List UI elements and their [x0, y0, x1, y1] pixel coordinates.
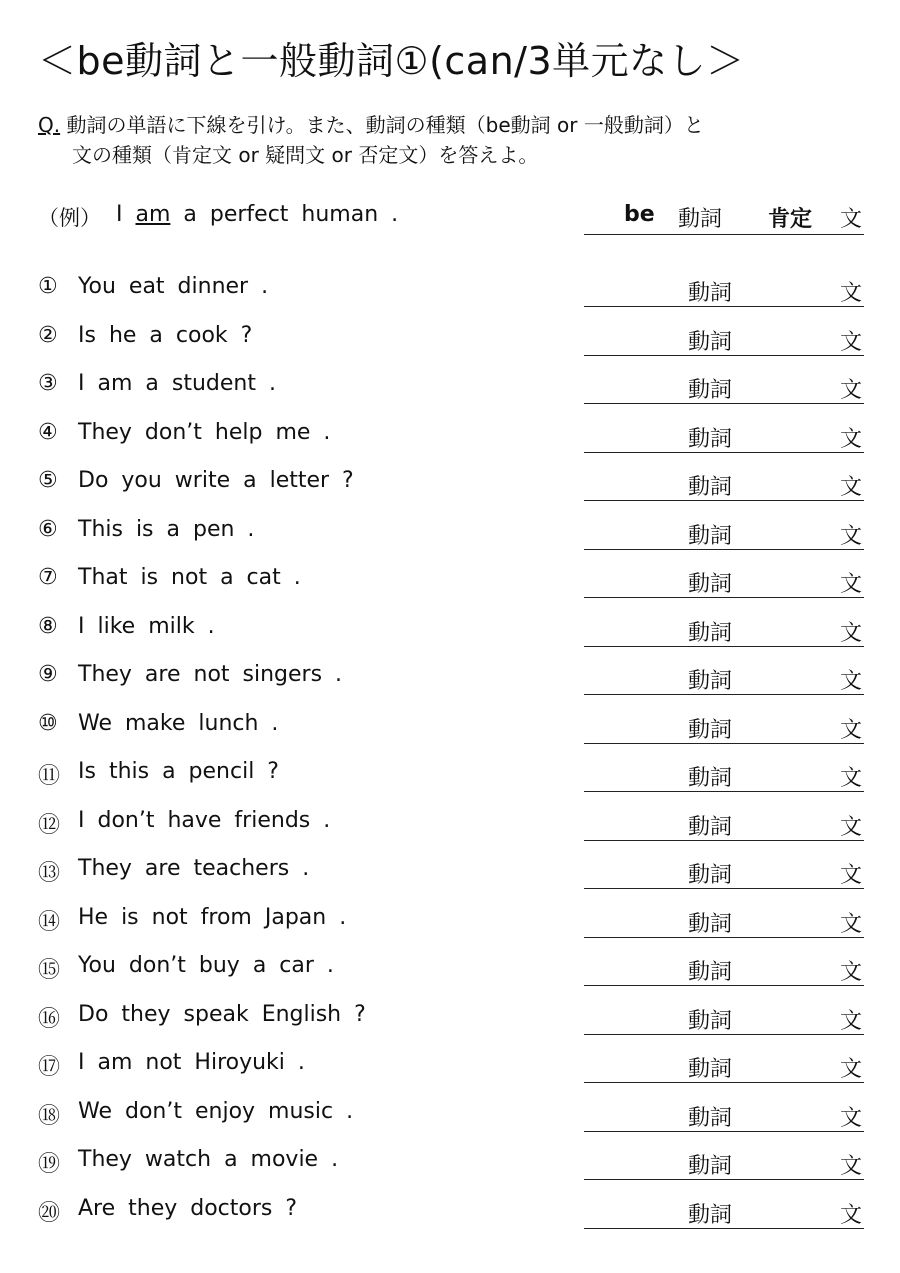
answer-verb-word: 動詞 — [688, 960, 733, 985]
item-number: ① — [38, 274, 58, 299]
exercise-row — [0, 608, 900, 648]
answer-blank-line[interactable] — [584, 306, 864, 307]
example-before: I — [116, 202, 136, 227]
item-sentence: Is this a pencil ? — [78, 759, 279, 784]
answer-suffix: 文 — [840, 1008, 863, 1034]
answer-blank-line[interactable] — [584, 840, 864, 841]
exercise-row — [0, 656, 900, 696]
answer-verb-word: 動詞 — [688, 329, 733, 355]
example-after: a perfect human . — [170, 202, 399, 227]
item-number: ⑮ — [38, 958, 61, 983]
item-number: ⑱ — [38, 1103, 61, 1129]
answer-blank-line[interactable] — [584, 1034, 864, 1035]
answer-blank-line[interactable] — [584, 791, 864, 792]
item-number: ⑩ — [38, 710, 58, 736]
item-number: ⑯ — [38, 1006, 61, 1032]
answer-verb-word: 動詞 — [688, 1202, 733, 1228]
item-number: ⑲ — [38, 1152, 61, 1177]
answer-suffix: 文 — [840, 281, 863, 306]
example-sentence-type: 肯定 — [768, 207, 813, 232]
item-number: ⑫ — [38, 812, 61, 838]
exercise-row — [0, 365, 900, 405]
item-number: ② — [38, 322, 58, 348]
item-sentence: I like milk . — [78, 613, 215, 639]
question-instructions — [38, 110, 704, 170]
answer-suffix: 文 — [840, 863, 863, 888]
answer-suffix: 文 — [840, 717, 863, 743]
answer-verb-word: 動詞 — [688, 281, 733, 306]
item-number: ⑬ — [38, 861, 61, 886]
item-number: ③ — [38, 371, 58, 396]
answer-verb-word: 動詞 — [688, 475, 733, 500]
answer-verb-word: 動詞 — [688, 911, 733, 937]
exercise-row — [0, 317, 900, 357]
answer-suffix: 文 — [840, 329, 863, 355]
item-number: ⑤ — [38, 468, 58, 493]
item-sentence: You eat dinner . — [78, 274, 269, 299]
exercise-row — [0, 705, 900, 745]
answer-blank-line[interactable] — [584, 549, 864, 550]
item-number: ⑧ — [38, 613, 58, 639]
answer-verb-word: 動詞 — [688, 766, 733, 791]
answer-blank-line[interactable] — [584, 888, 864, 889]
exercise-row — [0, 1044, 900, 1084]
item-sentence: I am not Hiroyuki . — [78, 1050, 305, 1075]
answer-verb-word: 動詞 — [688, 523, 733, 549]
answer-verb-word: 動詞 — [688, 378, 733, 403]
question-line-1: 動詞の単語に下線を引け。また、動詞の種類（be動詞 or 一般動詞）と — [60, 113, 704, 137]
exercise-row — [0, 559, 900, 599]
answer-verb-word: 動詞 — [688, 717, 733, 743]
answer-blank-line[interactable] — [584, 1228, 864, 1229]
example-verb-type: be — [624, 202, 655, 227]
answer-verb-word: 動詞 — [688, 814, 733, 840]
example-verb-word: 動詞 — [678, 207, 723, 232]
answer-blank-line[interactable] — [584, 500, 864, 501]
exercise-row — [0, 1190, 900, 1230]
answer-suffix: 文 — [840, 669, 863, 694]
item-number: ⑳ — [38, 1200, 61, 1226]
answer-verb-word: 動詞 — [688, 863, 733, 888]
answer-blank-line[interactable] — [584, 646, 864, 647]
item-number: ⑥ — [38, 516, 58, 542]
item-sentence: That is not a cat . — [78, 565, 301, 590]
answer-verb-word: 動詞 — [688, 620, 733, 646]
answer-verb-word: 動詞 — [688, 1105, 733, 1131]
example-answer-line — [584, 234, 864, 235]
answer-blank-line[interactable] — [584, 694, 864, 695]
item-sentence: Are they doctors ? — [78, 1195, 298, 1221]
answer-suffix: 文 — [840, 1154, 863, 1179]
item-sentence: Do you write a letter ? — [78, 468, 354, 493]
exercise-row — [0, 1093, 900, 1133]
answer-verb-word: 動詞 — [688, 426, 733, 452]
exercise-row — [0, 753, 900, 793]
item-sentence: I am a student . — [78, 371, 276, 396]
answer-verb-word: 動詞 — [688, 572, 733, 597]
answer-blank-line[interactable] — [584, 403, 864, 404]
exercise-row — [0, 802, 900, 842]
answer-blank-line[interactable] — [584, 355, 864, 356]
item-sentence: Is he a cook ? — [78, 322, 253, 348]
item-number: ④ — [38, 419, 58, 445]
answer-blank-line[interactable] — [584, 597, 864, 598]
answer-suffix: 文 — [840, 378, 863, 403]
answer-blank-line[interactable] — [584, 1082, 864, 1083]
item-number: ⑦ — [38, 565, 58, 590]
exercise-row — [0, 462, 900, 502]
item-number: ⑰ — [38, 1055, 61, 1080]
answer-suffix: 文 — [840, 814, 863, 840]
page-title: ＜be動詞と一般動詞①(can/3単元なし＞ — [38, 39, 745, 83]
item-sentence: This is a pen . — [78, 516, 255, 542]
item-number: ⑪ — [38, 764, 61, 789]
answer-suffix: 文 — [840, 620, 863, 646]
item-sentence: You don’t buy a car . — [78, 953, 334, 978]
example-row — [0, 196, 900, 236]
answer-verb-word: 動詞 — [688, 669, 733, 694]
answer-blank-line[interactable] — [584, 1179, 864, 1180]
answer-blank-line[interactable] — [584, 452, 864, 453]
answer-blank-line[interactable] — [584, 937, 864, 938]
item-sentence: They watch a movie . — [78, 1147, 339, 1172]
question-line-2: 文の種類（肯定文 or 疑問文 or 否定文）を答えよ。 — [72, 143, 539, 167]
item-sentence: They don’t help me . — [78, 419, 331, 445]
answer-verb-word: 動詞 — [688, 1154, 733, 1179]
answer-suffix: 文 — [840, 1057, 863, 1082]
item-number: ⑨ — [38, 662, 58, 687]
answer-suffix: 文 — [840, 523, 863, 549]
item-sentence: They are not singers . — [78, 662, 343, 687]
item-sentence: We make lunch . — [78, 710, 279, 736]
answer-suffix: 文 — [840, 475, 863, 500]
answer-suffix: 文 — [840, 1202, 863, 1228]
item-sentence: They are teachers . — [78, 856, 310, 881]
answer-verb-word: 動詞 — [688, 1008, 733, 1034]
exercise-row — [0, 850, 900, 890]
item-sentence: He is not from Japan . — [78, 904, 347, 930]
item-sentence: I don’t have friends . — [78, 807, 331, 833]
answer-suffix: 文 — [840, 766, 863, 791]
example-prefix: （例） — [38, 206, 101, 230]
exercise-row — [0, 511, 900, 551]
answer-suffix: 文 — [840, 960, 863, 985]
answer-blank-line[interactable] — [584, 1131, 864, 1132]
exercise-row — [0, 1141, 900, 1181]
exercise-row — [0, 268, 900, 308]
answer-suffix: 文 — [840, 572, 863, 597]
answer-blank-line[interactable] — [584, 985, 864, 986]
example-suffix: 文 — [840, 207, 863, 232]
example-sentence — [116, 202, 398, 227]
question-marker: Q. — [38, 113, 61, 137]
answer-suffix: 文 — [840, 426, 863, 452]
exercise-row — [0, 947, 900, 987]
exercise-row — [0, 899, 900, 939]
answer-suffix: 文 — [840, 1105, 863, 1131]
example-verb: am — [135, 202, 171, 227]
answer-suffix: 文 — [840, 911, 863, 937]
answer-blank-line[interactable] — [584, 743, 864, 744]
exercise-row — [0, 414, 900, 454]
answer-verb-word: 動詞 — [688, 1057, 733, 1082]
item-sentence: Do they speak English ? — [78, 1001, 366, 1027]
exercise-row — [0, 996, 900, 1036]
item-number: ⑭ — [38, 909, 61, 935]
item-sentence: We don’t enjoy music . — [78, 1098, 354, 1124]
